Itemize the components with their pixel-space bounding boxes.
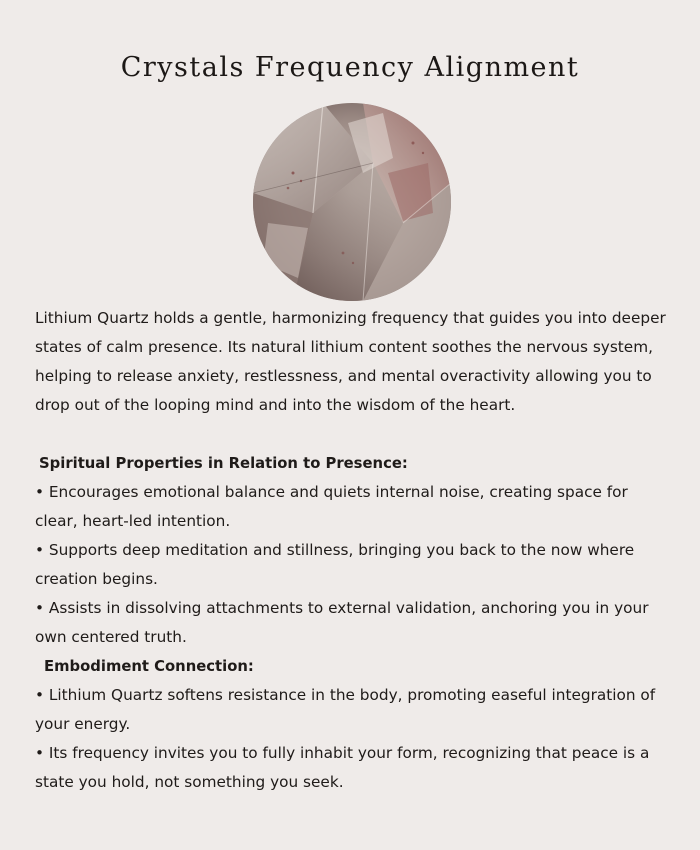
embodiment-bullet-2: • Its frequency invites you to fully inhabit your form, recognizing that peace is a state you hold, not something you seek. bbox=[35, 744, 650, 791]
description-content bbox=[35, 304, 667, 797]
lithium-quartz-crystal-icon bbox=[253, 103, 451, 301]
spiritual-properties-heading: Spiritual Properties in Relation to Presence: bbox=[39, 455, 408, 472]
spiritual-bullet-1: • Encourages emotional balance and quiets internal noise, creating space for clear, heart-led intention. bbox=[35, 483, 628, 530]
embodiment-connection-heading: Embodiment Connection: bbox=[44, 658, 254, 675]
spiritual-bullet-3: • Assists in dissolving attachments to external validation, anchoring you in your own centered truth. bbox=[35, 599, 649, 646]
crystal-photo bbox=[253, 103, 451, 301]
embodiment-bullet-1: • Lithium Quartz softens resistance in the body, promoting easeful integration of your energy. bbox=[35, 686, 656, 733]
spiritual-bullet-2: • Supports deep meditation and stillness, bringing you back to the now where creation begins. bbox=[35, 541, 635, 588]
intro-paragraph: Lithium Quartz holds a gentle, harmonizing frequency that guides you into deeper states of calm presence. Its natural lithium content soothes the nervous system, helping to release anxiety, restlessness, and mental overactivity allowing you to drop out of the looping mind and into the wisdom of the heart. bbox=[35, 309, 666, 414]
page-title: Crystals Frequency Alignment bbox=[120, 52, 580, 83]
